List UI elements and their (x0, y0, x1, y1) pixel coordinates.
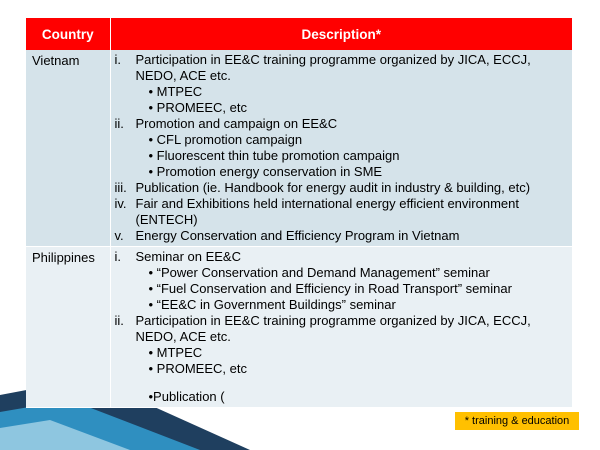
list-item (115, 132, 569, 148)
description-cell (110, 50, 572, 247)
item-text: • CFL promotion campaign (148, 132, 303, 147)
item-number: v. (114, 228, 124, 243)
table-row-vietnam (26, 50, 572, 247)
list-item (115, 228, 569, 244)
list-item (115, 212, 569, 228)
country-description-table (26, 18, 572, 408)
list-item (115, 329, 569, 345)
item-number: ii. (114, 116, 124, 131)
list-item (115, 68, 569, 84)
list-item (115, 313, 569, 329)
item-number: i. (114, 52, 121, 67)
item-number: ii. (114, 313, 124, 328)
table-row-philippines (26, 247, 572, 408)
list-item (115, 164, 569, 180)
item-text: • MTPEC (148, 345, 203, 360)
item-text: •Publication ( (148, 389, 225, 404)
list-item (115, 116, 569, 132)
country-cell: Philippines (26, 247, 110, 408)
item-text: (ENTECH) (135, 212, 198, 227)
description-cell (110, 247, 572, 408)
item-number: i. (114, 249, 121, 264)
item-text: Promotion and campaign on EE&C (135, 116, 338, 131)
country-column-header: Country (26, 18, 110, 50)
list-item (115, 196, 569, 212)
list-item (115, 345, 569, 361)
item-text: Seminar on EE&C (135, 249, 241, 264)
list-item (115, 249, 569, 265)
item-text: NEDO, ACE etc. (135, 68, 231, 83)
description-column-header: Description* (110, 18, 572, 50)
item-text: • PROMEEC, etc (148, 100, 247, 115)
item-text: Participation in EE&C training programme organized by JICA, ECCJ, (135, 52, 531, 67)
table-header-row (26, 18, 572, 50)
country-cell: Vietnam (26, 50, 110, 247)
list-item (115, 100, 569, 116)
list-item (115, 265, 569, 281)
list-item (115, 389, 569, 405)
item-text: • “Power Conservation and Demand Management” seminar (148, 265, 490, 280)
list-item (115, 52, 569, 68)
item-number: iii. (114, 180, 127, 195)
item-text: Fair and Exhibitions held international energy efficient environment (135, 196, 519, 211)
item-text: Participation in EE&C training programme organized by JICA, ECCJ, (135, 313, 531, 328)
item-text: • “Fuel Conservation and Efficiency in Road Transport” seminar (148, 281, 512, 296)
item-text: Energy Conservation and Efficiency Program in Vietnam (135, 228, 460, 243)
item-text: • MTPEC (148, 84, 203, 99)
list-item (115, 180, 569, 196)
item-text: • PROMEEC, etc (148, 361, 247, 376)
item-text: Publication (ie. Handbook for energy audit in industry & building, etc) (135, 180, 531, 195)
list-item (115, 281, 569, 297)
item-text: • Fluorescent thin tube promotion campaign (148, 148, 400, 163)
list-item (115, 84, 569, 100)
list-item (115, 148, 569, 164)
list-item (115, 297, 569, 313)
item-text: • Promotion energy conservation in SME (148, 164, 383, 179)
footnote-badge: * training & education (455, 412, 579, 430)
list-item (115, 361, 569, 377)
list-spacer (115, 377, 569, 389)
item-text: NEDO, ACE etc. (135, 329, 231, 344)
item-text: • “EE&C in Government Buildings” seminar (148, 297, 396, 312)
item-number: iv. (114, 196, 127, 211)
